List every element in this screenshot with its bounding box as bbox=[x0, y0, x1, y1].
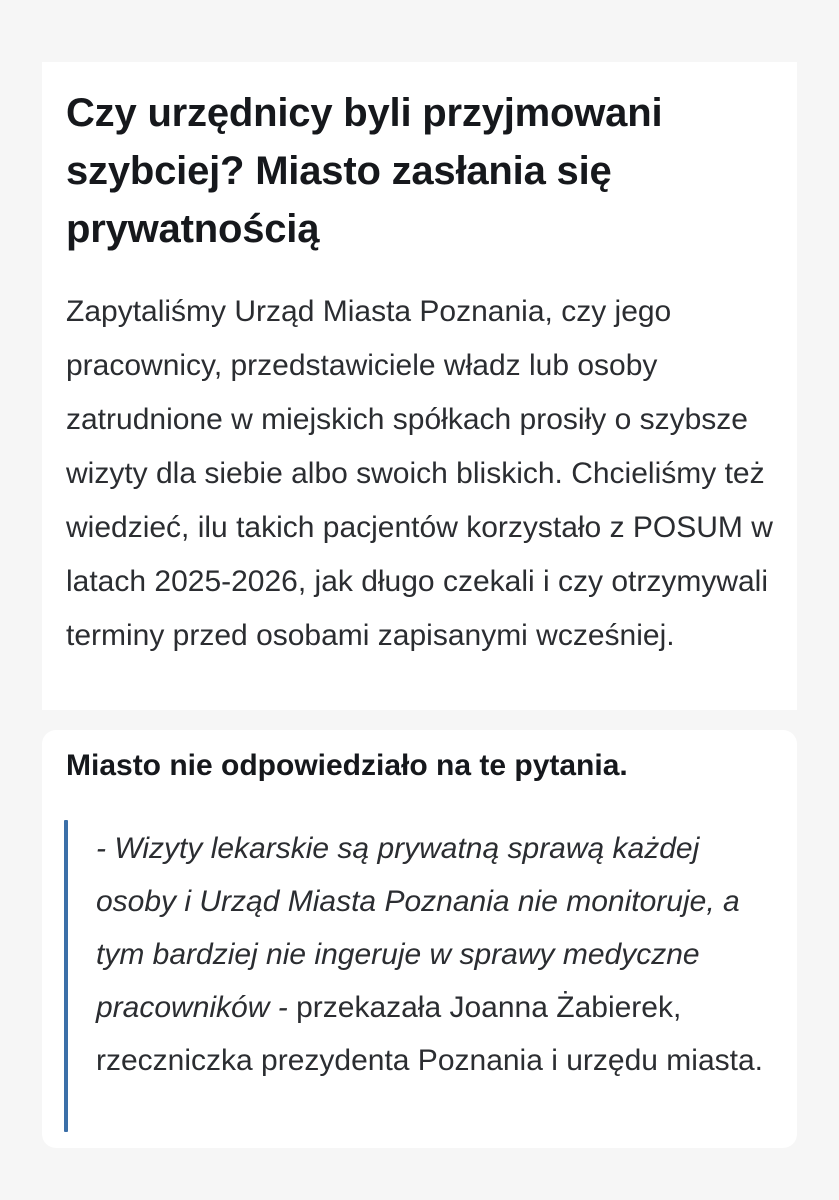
quote-bar bbox=[64, 820, 68, 1132]
blockquote bbox=[64, 816, 784, 1136]
quote-text bbox=[96, 822, 786, 1087]
article-headline: Czy urzędnicy byli przyjmowani szybciej? Miasto zasłania się prywatnością bbox=[66, 91, 663, 251]
article-subheading: Miasto nie odpowiedziało na te pytania. bbox=[66, 749, 628, 782]
article-paragraph: Zapytaliśmy Urząd Miasta Poznania, czy jego pracownicy, przedstawiciele władz lub osoby zatrudnione w miejskich spółkach prosiły o szybsze wizyty dla siebie albo swoich bliskich. Chcieliśmy też wiedzieć, ilu takich pacjentów korzystało z POSUM w latach 2025-2026, jak długo czekali i czy otrzymywali terminy przed osobami zapisanymi wcześniej. bbox=[66, 295, 773, 652]
quote-italic-text: - Wizyty lekarskie są prywatną sprawą każdej osoby i Urząd Miasta Poznania nie monitoruje, a tym bardziej nie ingeruje w sprawy medyczne pracowników - bbox=[96, 832, 740, 1024]
quote-attribution: przekazała Joanna Żabierek, rzeczniczka prezydenta Poznania i urzędu miasta. bbox=[96, 991, 764, 1077]
